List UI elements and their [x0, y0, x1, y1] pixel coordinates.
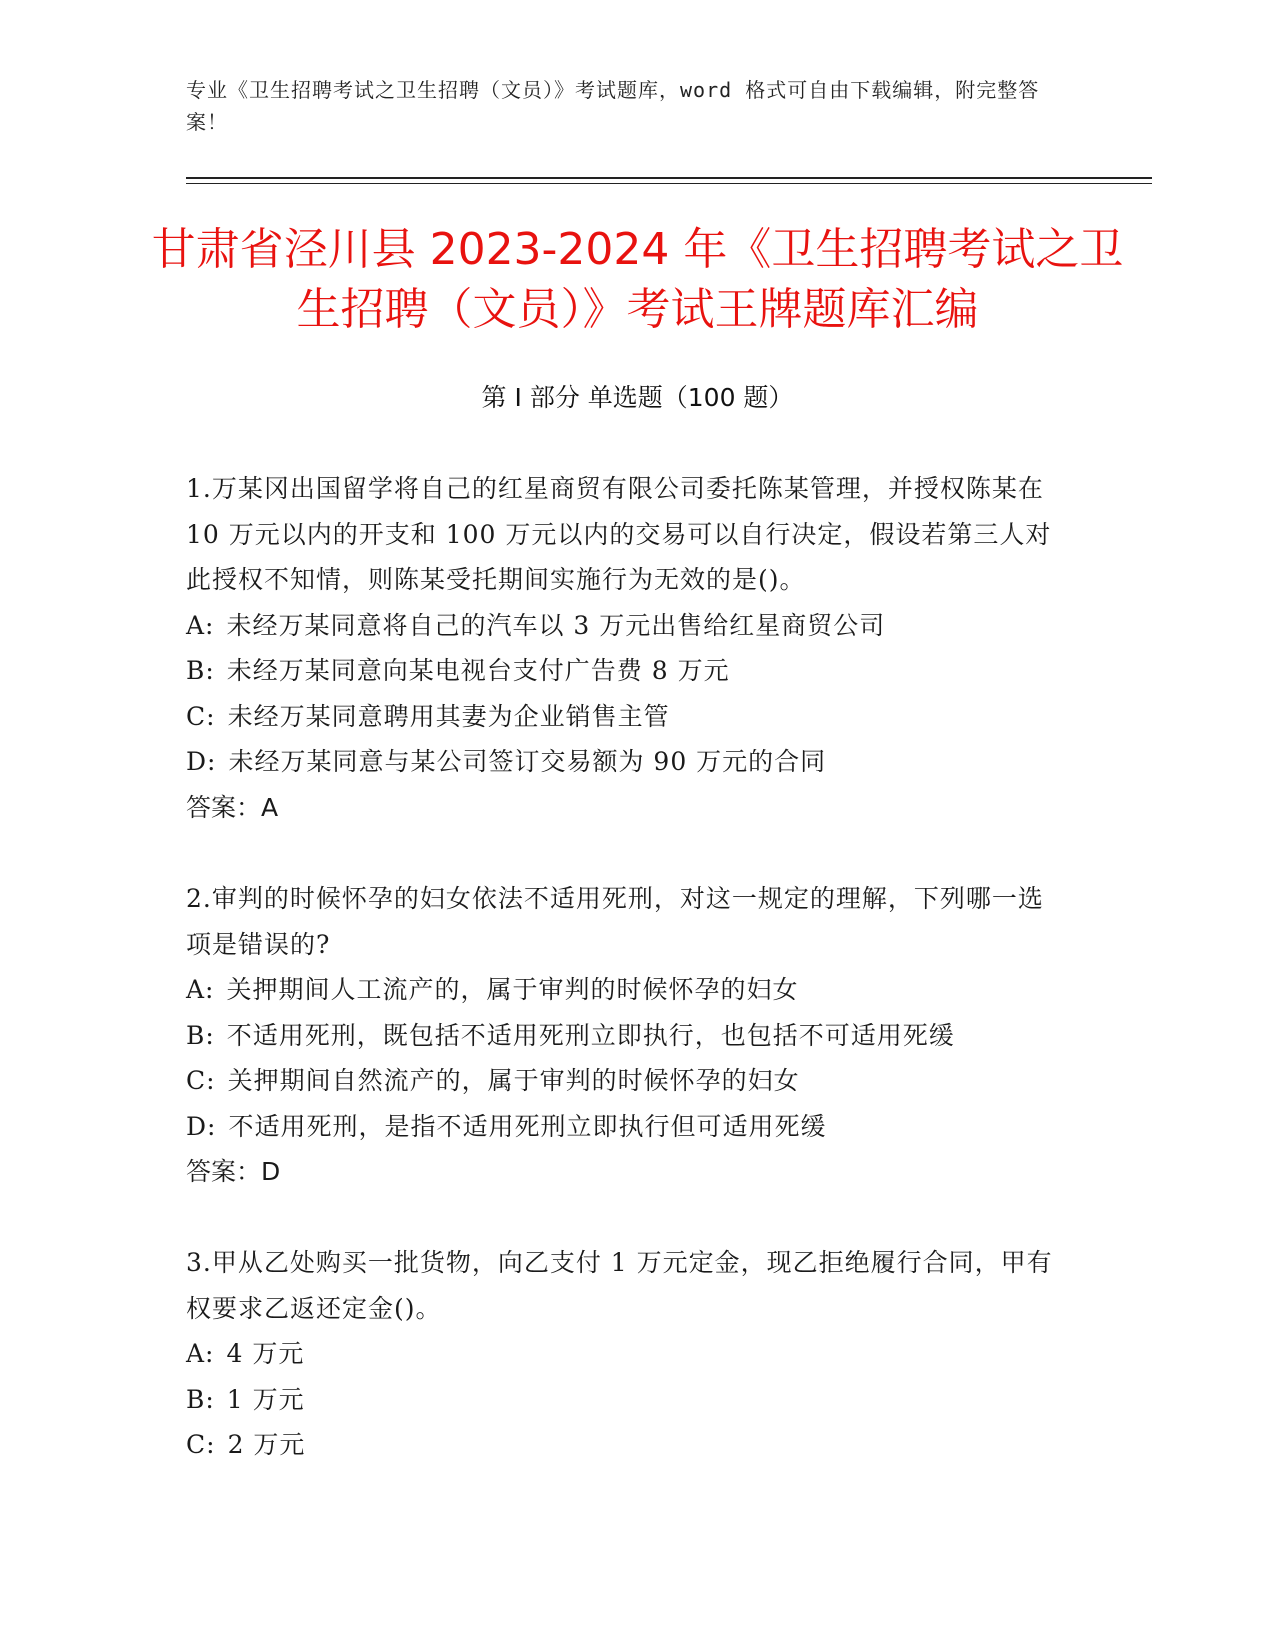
option-a — [186, 603, 1066, 649]
header-rule-thin — [186, 183, 1152, 184]
header-note: 专业《卫生招聘考试之卫生招聘（文员）》考试题库，word 格式可自由下载编辑，附完整答案！ — [186, 78, 1040, 134]
question-2 — [186, 876, 1066, 1195]
option-d — [186, 1104, 1066, 1150]
option-letter: B: — [186, 1020, 215, 1050]
question-stem: 2.审判的时候怀孕的妇女依法不适用死刑，对这一规定的理解，下列哪一选项是错误的? — [186, 884, 1044, 959]
option-text: 2 万元 — [227, 1430, 306, 1459]
option-b — [186, 648, 1066, 694]
option-text: 关押期间人工流产的，属于审判的时候怀孕的妇女 — [226, 975, 799, 1004]
option-text: 未经万某同意将自己的汽车以 3 万元出售给红星商贸公司 — [226, 610, 886, 640]
option-text: 不适用死刑，既包括不适用死刑立即执行，也包括不可适用死缓 — [226, 1020, 955, 1050]
option-letter: B: — [186, 1384, 215, 1414]
option-a — [186, 967, 1066, 1013]
option-letter: D: — [186, 1111, 217, 1141]
question-3 — [186, 1240, 1066, 1468]
option-text: 不适用死刑，是指不适用死刑立即执行但可适用死缓 — [228, 1111, 827, 1141]
document-title: 甘肃省泾川县 2023-2024 年《卫生招聘考试之卫生招聘（文员）》考试王牌题库汇编 — [151, 224, 1124, 335]
option-letter: C: — [186, 1430, 216, 1459]
option-letter: C: — [186, 1066, 216, 1095]
header-rule-thick — [186, 177, 1152, 179]
option-text: 未经万某同意与某公司签订交易额为 90 万元的合同 — [228, 747, 827, 776]
option-c — [186, 1422, 1066, 1468]
answer: 答案：D — [186, 1157, 281, 1186]
section-title: 第 I 部分 单选题（100 题） — [481, 383, 794, 412]
option-text: 未经万某同意向某电视台支付广告费 8 万元 — [226, 656, 730, 685]
option-d — [186, 739, 1066, 785]
option-b — [186, 1377, 1066, 1423]
option-letter: B: — [186, 656, 215, 685]
option-text: 1 万元 — [226, 1384, 305, 1414]
option-c — [186, 1058, 1066, 1104]
option-letter: A: — [186, 610, 215, 640]
question-stem: 3.甲从乙处购买一批货物，向乙支付 1 万元定金，现乙拒绝履行合同，甲有权要求乙返还定金()。 — [186, 1248, 1053, 1323]
option-c — [186, 694, 1066, 740]
answer: 答案：A — [186, 792, 279, 822]
option-letter: A: — [186, 1339, 215, 1368]
option-a — [186, 1331, 1066, 1377]
option-b — [186, 1013, 1066, 1059]
question-stem: 1.万某冈出国留学将自己的红星商贸有限公司委托陈某管理，并授权陈某在 10 万元以内的开支和 100 万元以内的交易可以自行决定，假设若第三人对此授权不知情，则陈某受托期间实施行为无效的是()。 — [186, 474, 1052, 594]
option-text: 4 万元 — [226, 1339, 305, 1368]
option-letter: A: — [186, 975, 215, 1004]
option-letter: D: — [186, 747, 217, 776]
option-text: 未经万某同意聘用其妻为企业销售主管 — [227, 701, 670, 731]
option-letter: C: — [186, 701, 216, 731]
question-1 — [186, 466, 1066, 830]
option-text: 关押期间自然流产的，属于审判的时候怀孕的妇女 — [227, 1066, 800, 1095]
